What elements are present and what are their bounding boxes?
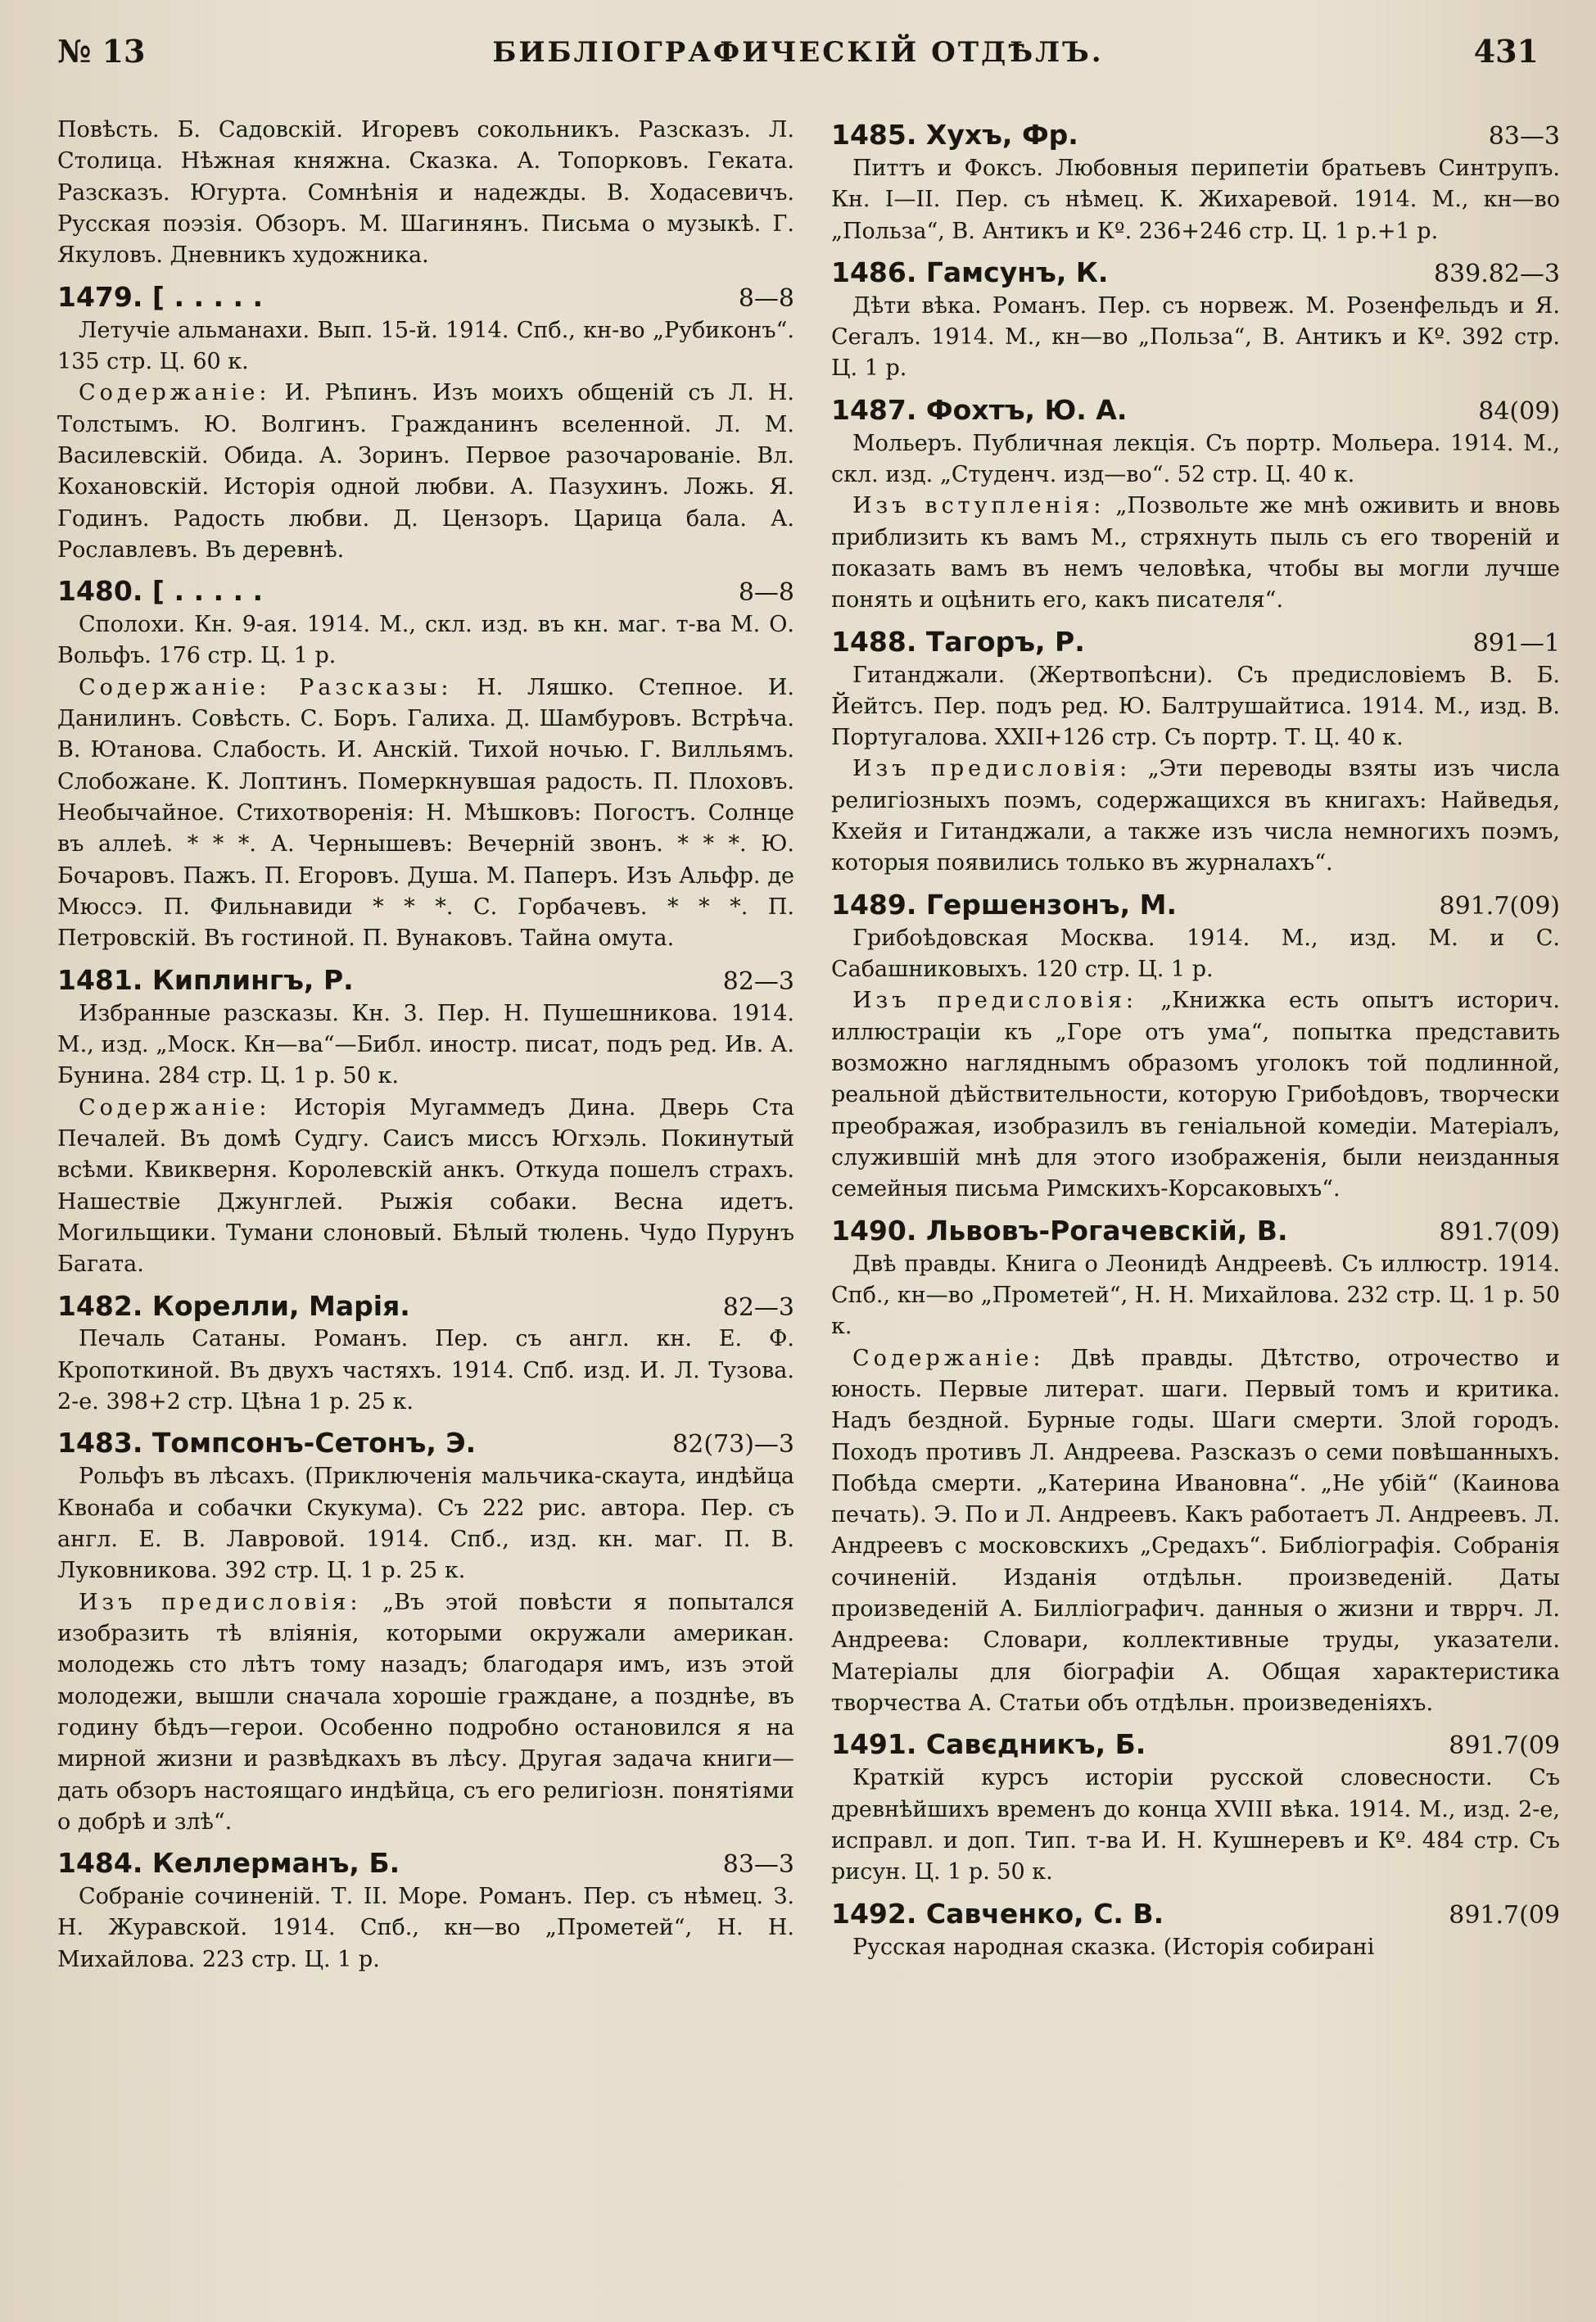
entry-author: Савченко, С. В. <box>925 1897 1164 1930</box>
left-entries <box>57 280 794 1976</box>
entry-section-label: Изъ предисловія: <box>852 988 1137 1014</box>
page-number: 431 <box>1473 33 1539 70</box>
entry-section-text: Двѣ правды. Дѣтство, отрочество и юность. Первые литерат. шаги. Первый томъ и критика. Надъ бездной. Бурные годы. Шаги смерти. Злой городъ. Походъ противъ Л. Андреева. Разсказъ о семи повѣшанныхъ. Побѣда смерти. „Катерина Ивановна“. „Не убій“ (Каинова печать). Э. По и Л. Андреевъ. Какъ работаетъ Л. Андреевъ. Л. Андреевъ с московскихъ „Средахъ“. Библіографія. Собранія сочиненій. Изданія отдѣльн. произведеній. Даты произведеній А. Билліографич. данныя о жизни и твррч. Л. Андреева: Словари, коллективные труды, указатели. Матеріалы для біографіи А. Общая характеристика творчества А. Статьи объ отдѣльн. произведеніяхъ. <box>831 1345 1561 1717</box>
entry-heading <box>831 1727 1560 1763</box>
left-column <box>57 115 794 1984</box>
entry-description: Гитанджали. (Жертвопѣсни). Съ предисловіемъ В. Б. Йейтсъ. Пер. подъ ред. Ю. Балтрушайтиса. 1914. М., изд. В. Португалова. XXII+126 стр. Съ портр. Т. Ц. 40 к. <box>831 662 1560 751</box>
entry-number: 1489. <box>831 888 917 921</box>
entry-author: Савєдникъ, Б. <box>925 1728 1146 1761</box>
entry-heading <box>831 256 1560 291</box>
entry-classification: 82—3 <box>722 966 794 996</box>
entry-lead <box>831 1897 1164 1932</box>
right-entries <box>831 118 1560 1963</box>
entry-number: 1487. <box>831 393 917 426</box>
entry-lead <box>57 1846 400 1881</box>
entry-classification: 891.7(09 <box>1449 1731 1560 1761</box>
bibliography-entry <box>831 256 1560 385</box>
entry-section-text: „Книжка есть опытъ историч. иллюстраціи къ „Горе отъ ума“, попытка представить возможно нагляднымъ образомъ уголокъ той подлинной, реальной дѣйствительности, которую Грибоѣдовъ, творчески преображая, изобразилъ въ геніальной комедіи. Матеріалъ, служившій мнѣ для этого изображенія, были неизданныя семейныя письма Римскихъ-Корсаковыхъ“. <box>831 988 1561 1202</box>
entry-lead <box>831 888 1177 923</box>
bibliography-entry <box>57 963 794 1281</box>
entry-heading <box>57 1426 794 1461</box>
entry-author: Томпсонъ-Сетонъ, Э. <box>151 1427 477 1460</box>
entry-section-text: „Позвольте же мнѣ оживить и вновь приблизить къ вамъ М., стряхнуть пыль съ его твореній и показать вамъ въ немъ человѣка, чтобы вы могли лучше понять и оцѣнить его, какъ писателя“. <box>831 493 1560 613</box>
entry-section-text: Исторія Мугаммедъ Дина. Дверь Ста Печалей. Въ домѣ Судгу. Саисъ миссъ Югхэль. Покинутый всѣми. Квикверня. Королевскій анкъ. Откуда пошелъ страхъ. Нашествіе Джунглей. Рыжія собаки. Весна идетъ. Могильщики. Тумани слоновый. Бѣлый тюлень. Чудо Пурунъ Багата. <box>57 1094 794 1278</box>
entry-description: Мольеръ. Публичная лекція. Съ портр. Мольера. 1914. М., скл. изд. „Студенч. изд—во“. 52 стр. Ц. 40 к. <box>831 430 1560 487</box>
entry-lead <box>831 256 1108 291</box>
bibliography-entry <box>57 1426 794 1838</box>
bibliography-entry <box>57 1289 794 1419</box>
entry-author: Корелли, Марія. <box>151 1289 410 1322</box>
entry-heading <box>57 963 794 998</box>
entry-heading <box>831 625 1560 660</box>
entry-number: 1492. <box>831 1897 917 1930</box>
entry-lead <box>831 1727 1146 1763</box>
entry-lead <box>57 963 354 998</box>
bibliography-entry <box>831 888 1560 1206</box>
entry-heading <box>57 1289 794 1324</box>
entry-classification: 891.7(09) <box>1439 1217 1560 1247</box>
entry-number: 1486. <box>831 256 917 288</box>
entry-heading <box>831 393 1560 428</box>
section-title: БИБЛІОГРАФИЧЕСКІЙ ОТДѢЛЪ. <box>492 36 1104 69</box>
running-head <box>57 33 1539 82</box>
entry-section-label: Изъ предисловія: <box>79 1589 362 1615</box>
entry-lead <box>831 625 1085 660</box>
entry-classification: 83—3 <box>1488 122 1560 151</box>
entry-heading <box>57 574 794 609</box>
entry-section-text: „Въ этой повѣсти я попытался изобразить тѣ вліянія, которыми окружали американ. молодежь сто лѣтъ тому назадъ; благодаря имъ, изъ этой молодежи, вышли сначала хорошіе граждане, а позднѣе, въ годину бѣдъ—герои. Особенно подробно остановился я на мирной жизни и развѣдкахъ въ лѣсу. Другая задача книги—дать обзоръ настоящаго индѣйца, съ его религіозн. понятіями о добрѣ и злѣ“. <box>57 1589 795 1835</box>
entry-section-text: Н. Ляшко. Степное. И. Данилинъ. Совѣсть. С. Боръ. Галиха. Д. Шамбуровъ. Встрѣча. В. Ютанова. Слабость. И. Анскій. Тихой ночью. Г. Вилльямъ. Слобожане. К. Лоптинъ. Померкнувшая радость. П. Плоховъ. Необычайное. Стихотворенія: Н. Мѣшковъ: Погостъ. Солнце въ аллеѣ. * * *. А. Чернышевъ: Вечерній звонъ. * * *. Ю. Бочаровъ. Пажъ. П. Егоровъ. Душа. М. Паперъ. Изъ Альфр. де Мюссэ. П. Фильнавиди * * *. С. Горбачевъ. * * *. П. Петровскій. Въ гостиной. П. Вунаковъ. Тайна омута. <box>57 674 795 952</box>
entry-section-text: И. Рѣпинъ. Изъ моихъ общеній съ Л. Н. Толстымъ. Ю. Волгинъ. Гражданинъ вселенной. Л. М. Василевскій. Обида. А. Зоринъ. Первое разочарованіе. Вл. Кохановскій. Исторія одной любви. А. Пазухинъ. Ложь. Я. Годинъ. Радость любви. Д. Цензоръ. Царица бала. А. Рославлевъ. Въ деревнѣ. <box>57 380 794 563</box>
entry-section-label: Изъ предисловія: <box>852 756 1132 782</box>
entry-number: 1485. <box>831 119 917 151</box>
entry-number: 1482. <box>57 1289 143 1322</box>
bibliography-entry <box>831 1897 1560 1963</box>
entry-lead <box>831 393 1127 428</box>
entry-heading <box>57 1846 794 1881</box>
entry-description: Избранные разсказы. Кн. 3. Пер. Н. Пушешникова. 1914. М., изд. „Моск. Кн—ва“—Библ. иностр. писат, подъ ред. Ив. А. Бунина. 284 стр. Ц. 1 р. 50 к. <box>57 1000 794 1089</box>
entry-classification: 82—3 <box>722 1292 794 1322</box>
entry-classification: 84(09) <box>1478 396 1560 426</box>
entry-section <box>57 1587 794 1839</box>
entry-author: [ . . . . . <box>151 280 264 313</box>
entry-heading <box>57 280 794 315</box>
entry-number: 1480. <box>57 575 143 608</box>
entry-author: [ . . . . . <box>151 575 264 608</box>
entry-section <box>831 491 1560 616</box>
bibliography-entry <box>831 393 1560 617</box>
entry-classification: 8—8 <box>738 578 794 608</box>
entry-number: 1484. <box>57 1847 143 1880</box>
entry-number: 1488. <box>831 625 917 658</box>
entry-number: 1481. <box>57 963 143 996</box>
continued-text: Повѣсть. Б. Садовскій. Игоревъ сокольникъ. Разсказъ. Л. Столица. Нѣжная княжна. Сказка. А. Топорковъ. Геката. Разсказъ. Югурта. Сомнѣнія и надежды. В. Ходасевичъ. Русская поэзія. Обзоръ. М. Шагинянъ. Письма о музыкѣ. Г. Якуловъ. Дневникъ художника. <box>57 117 794 269</box>
bibliography-entry <box>57 280 794 567</box>
bibliography-entry <box>57 1846 794 1976</box>
bibliography-entry <box>831 1727 1560 1888</box>
entry-number: 1490. <box>831 1214 917 1247</box>
entry-description: Краткій курсъ исторіи русской словесности. Съ древнѣйшихъ временъ до конца XVIII вѣка. 1914. М., изд. 2-е, исправл. и доп. Тип. т-ва И. Н. Кушнеревъ и Кº. 484 стр. Съ рисун. Ц. 1 р. 50 к. <box>831 1765 1560 1885</box>
entry-author: Гершензонъ, М. <box>925 888 1177 921</box>
entry-author: Тагоръ, Р. <box>925 625 1085 658</box>
entry-number: 1491. <box>831 1728 917 1761</box>
entry-section <box>57 672 794 955</box>
entry-number: 1483. <box>57 1427 143 1460</box>
entry-section-label: Содержаніе: <box>79 380 271 406</box>
continued-entry <box>57 115 794 272</box>
entry-classification: 839.82—3 <box>1433 259 1560 288</box>
entry-section-label: Изъ вступленія: <box>852 493 1105 519</box>
entry-description: Собраніе сочиненій. Т. II. Море. Романъ. Пер. съ нѣмец. З. Н. Журавской. 1914. Спб., кн—во „Прометей“, Н. Н. Михайлова. 223 стр. Ц. 1 р. <box>57 1884 794 1972</box>
entry-description: Грибоѣдовская Москва. 1914. М., изд. М. и С. Сабашниковыхъ. 120 стр. Ц. 1 р. <box>831 925 1560 983</box>
bibliography-entry <box>831 625 1560 880</box>
entry-description: Двѣ правды. Книга о Леонидѣ Андреевѣ. Съ иллюстр. 1914. Спб., кн—во „Прометей“, Н. Н. Михайлова. 232 стр. Ц. 1 р. 50 к. <box>831 1251 1560 1340</box>
entry-description: Рольфъ въ лѣсахъ. (Приключенія мальчика-скаута, индѣйца Квонаба и собачки Скукума). Съ 222 рис. автора. Пер. съ англ. Е. В. Лавровой. 1914. Спб., изд. кн. маг. П. В. Луковникова. 392 стр. Ц. 1 р. 25 к. <box>57 1464 794 1584</box>
entry-section <box>831 985 1560 1205</box>
entry-lead <box>57 574 263 609</box>
entry-classification: 82(73)—3 <box>672 1430 794 1460</box>
entry-author: Львовъ-Рогачевскій, В. <box>925 1214 1288 1247</box>
entry-section-label: Содержаніе: <box>79 1094 271 1120</box>
entry-author: Киплингъ, Р. <box>151 963 354 996</box>
entry-lead <box>57 1289 410 1324</box>
entry-number: 1479. <box>57 280 143 313</box>
entry-classification: 891—1 <box>1472 628 1560 658</box>
entry-section <box>831 754 1560 879</box>
entry-lead <box>57 1426 476 1461</box>
entry-author: Келлерманъ, Б. <box>151 1847 400 1880</box>
bibliography-entry <box>831 1214 1560 1720</box>
entry-classification: 8—8 <box>738 283 794 313</box>
bibliography-entry <box>57 574 794 955</box>
entry-section <box>57 378 794 566</box>
entry-classification: 891.7(09) <box>1439 891 1560 921</box>
entry-heading <box>831 118 1560 153</box>
right-column <box>831 115 1560 1971</box>
entry-lead <box>831 118 1078 153</box>
entry-heading <box>831 888 1560 923</box>
entry-description: Сполохи. Кн. 9-ая. 1914. М., скл. изд. въ кн. маг. т-ва М. О. Вольфъ. 176 стр. Ц. 1 р. <box>57 612 794 669</box>
entry-description: Летучіе альманахи. Вып. 15-й. 1914. Спб., кн-во „Рубиконъ“. 135 стр. Ц. 60 к. <box>57 317 794 374</box>
entry-lead <box>57 280 263 315</box>
entry-section-text: „Эти переводы взяты изъ числа религіозныхъ поэмъ, содержащихся въ книгахъ: Найведья, Кхейя и Гитанджали, а также изъ числа немногихъ поэмъ, которыя появились только въ журналахъ“. <box>831 756 1560 876</box>
entry-section <box>57 1093 794 1281</box>
entry-heading <box>831 1897 1560 1932</box>
bibliography-entry <box>831 118 1560 247</box>
entry-description: Питтъ и Фоксъ. Любовныя перипетіи братьевъ Синтрупъ. Кн. I—II. Пер. съ нѣмец. К. Жихаревой. 1914. М., кн—во „Польза“, В. Антикъ и Кº. 236+246 стр. Ц. 1 р.+1 р. <box>831 155 1560 244</box>
entry-author: Хухъ, Фр. <box>925 119 1078 151</box>
entry-description: Русская народная сказка. (Исторія собирані <box>852 1934 1375 1960</box>
entry-author: Фохтъ, Ю. А. <box>925 393 1128 426</box>
entry-heading <box>831 1214 1560 1249</box>
entry-description: Печаль Сатаны. Романъ. Пер. съ англ. кн. Е. Ф. Кропоткиной. Въ двухъ частяхъ. 1914. Спб. изд. И. Л. Тузова. 2-е. 398+2 стр. Цѣна 1 р. 25 к. <box>57 1326 794 1415</box>
entry-description: Дѣти вѣка. Романъ. Пер. съ норвеж. М. Розенфельдъ и Я. Сегалъ. 1914. М., кн—во „Польза“, В. Антикъ и Кº. 392 стр. Ц. 1 р. <box>831 292 1560 382</box>
entry-section-label: Содержаніе: Разсказы: <box>79 674 453 700</box>
entry-classification: 83—3 <box>722 1850 794 1880</box>
issue-number: № 13 <box>57 33 146 70</box>
entry-classification: 891.7(09 <box>1449 1900 1560 1930</box>
entry-author: Гамсунъ, К. <box>925 256 1109 288</box>
entry-section-label: Содержаніе: <box>852 1345 1045 1371</box>
entry-section <box>831 1343 1560 1720</box>
entry-lead <box>831 1214 1288 1249</box>
